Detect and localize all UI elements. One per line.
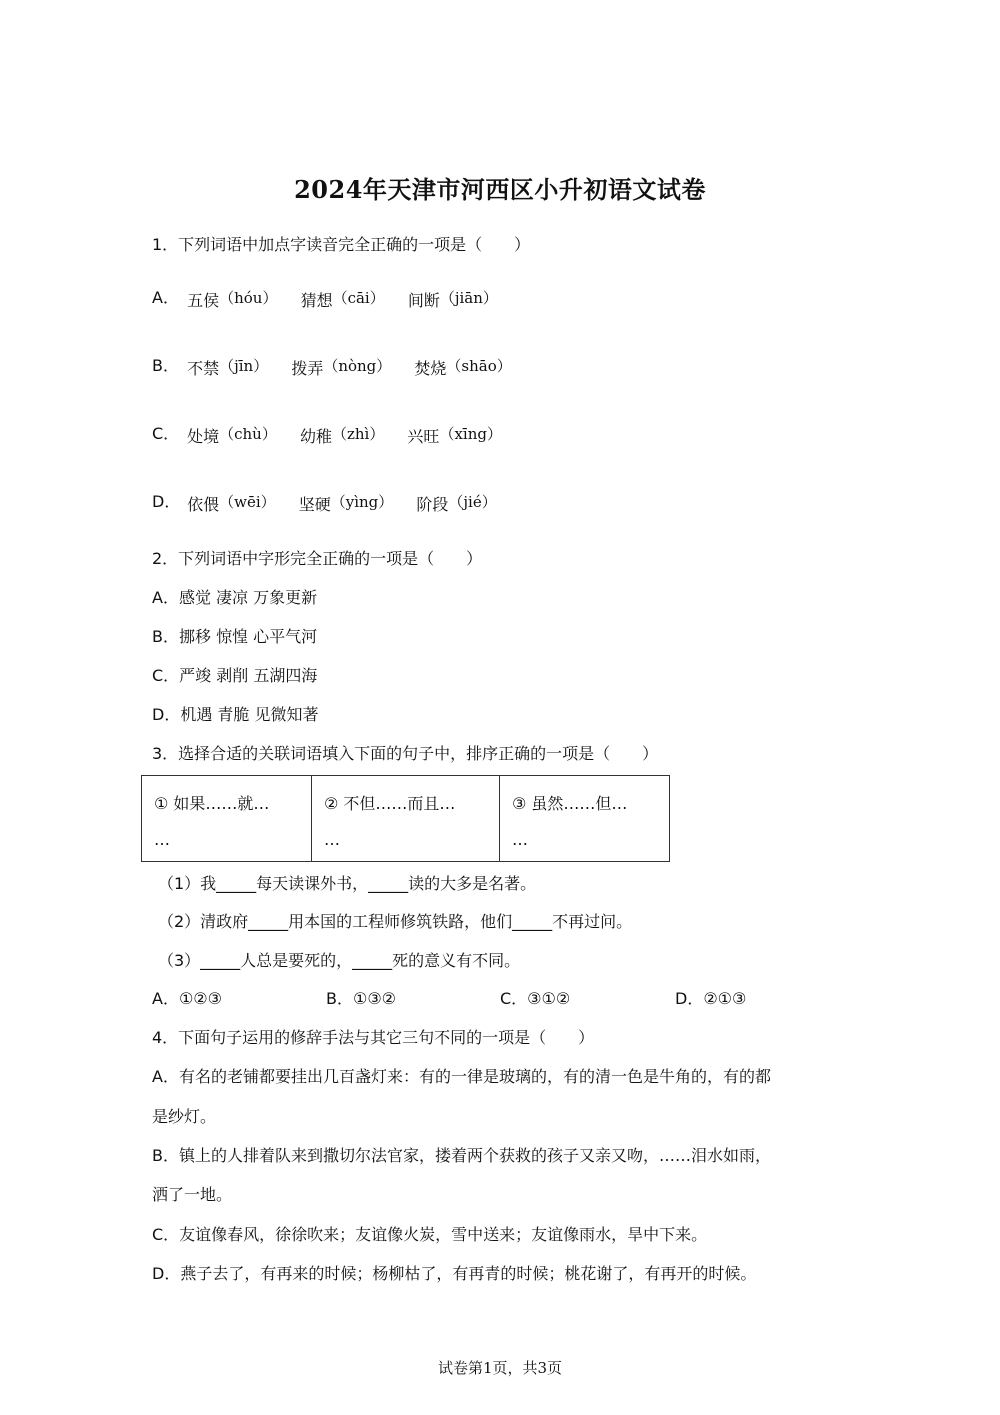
word-item: 阶段（jié） (416, 493, 497, 514)
word-item: 不禁（jīn） (187, 357, 269, 378)
word-item: 焚烧（shāo） (414, 357, 512, 378)
q4-stem: 4．下面句子运用的修辞手法与其它三句不同的一项是（ ） (152, 1028, 595, 1047)
word-item: 幼稚（zhì） (299, 425, 385, 446)
q3-sentence-3: （3）_____人总是要死的，_____死的意义有不同。 (158, 951, 521, 970)
q2-stem: 2．下列词语中字形完全正确的一项是（ ） (152, 549, 483, 568)
q3-answer-b: B．①③② (326, 989, 397, 1008)
q4-option-a: A．有名的老铺都要挂出几百盏灯来：有的一律是玻璃的，有的清一色是牛角的，有的都 (152, 1067, 771, 1086)
q1-option-b (152, 353, 530, 376)
q3-answer-a: A．①②③ (152, 989, 222, 1008)
word-item: 五侯（hóu） (187, 289, 278, 310)
q4-option-a-cont: 是纱灯。 (152, 1107, 217, 1126)
q4-option-b: B．镇上的人排着队来到撒切尔法官家，搂着两个获救的孩子又亲又吻，……泪水如雨， (152, 1146, 771, 1165)
q2-option-d: D．机遇 青脆 见微知著 (152, 705, 319, 724)
word-item: 坚硬（yìng） (298, 493, 394, 514)
conjunction-cell: ② 不但……而且… … (312, 776, 500, 862)
q1-option-d (152, 489, 515, 512)
word-item: 猜想（cāi） (300, 289, 385, 310)
q3-sentence-2: （2）清政府_____用本国的工程师修筑铁路，他们_____不再过问。 (158, 912, 633, 931)
word-item: 依偎（wēi） (187, 493, 276, 514)
q2-option-c: C．严竣 剥削 五湖四海 (152, 666, 318, 685)
q3-sentence-1: （1）我_____每天读课外书，_____读的大多是名著。 (158, 874, 537, 893)
exam-title: 2024年天津市河西区小升初语文试卷 (294, 175, 706, 204)
conjunction-table (141, 775, 670, 862)
q2-option-b: B．挪移 惊惶 心平气河 (152, 627, 318, 646)
q1-stem: 1．下列词语中加点字读音完全正确的一项是（ ） (152, 235, 531, 254)
q3-answer-d: D．②①③ (675, 989, 747, 1008)
conjunction-cell: ① 如果……就… … (142, 776, 312, 862)
conjunction-cell: ③ 虽然……但… … (500, 776, 670, 862)
q1-option-a (152, 285, 516, 308)
page-footer: 试卷第1页，共3页 (437, 1359, 563, 1377)
q4-option-b-cont: 洒了一地。 (152, 1185, 233, 1204)
q2-option-a: A．感觉 凄凉 万象更新 (152, 588, 318, 607)
word-item: 兴旺（xīng） (407, 425, 502, 446)
q3-stem: 3．选择合适的关联词语填入下面的句子中，排序正确的一项是（ ） (152, 744, 659, 763)
word-item: 处境（chù） (187, 425, 277, 446)
option-letter: B． (152, 356, 179, 375)
option-letter: A． (152, 288, 179, 307)
option-letter: D． (152, 492, 181, 511)
word-item: 拨弄（nòng） (291, 357, 392, 378)
q4-option-c: C．友谊像春风，徐徐吹来；友谊像火炭，雪中送来；友谊像雨水，旱中下来。 (152, 1225, 708, 1244)
q1-option-c (152, 421, 520, 444)
option-letter: C． (152, 424, 180, 443)
q4-option-d: D．燕子去了，有再来的时候；杨柳枯了，有再青的时候；桃花谢了，有再开的时候。 (152, 1264, 757, 1283)
word-item: 间断（jiān） (407, 289, 498, 310)
q3-answer-c: C．③①② (500, 989, 571, 1008)
